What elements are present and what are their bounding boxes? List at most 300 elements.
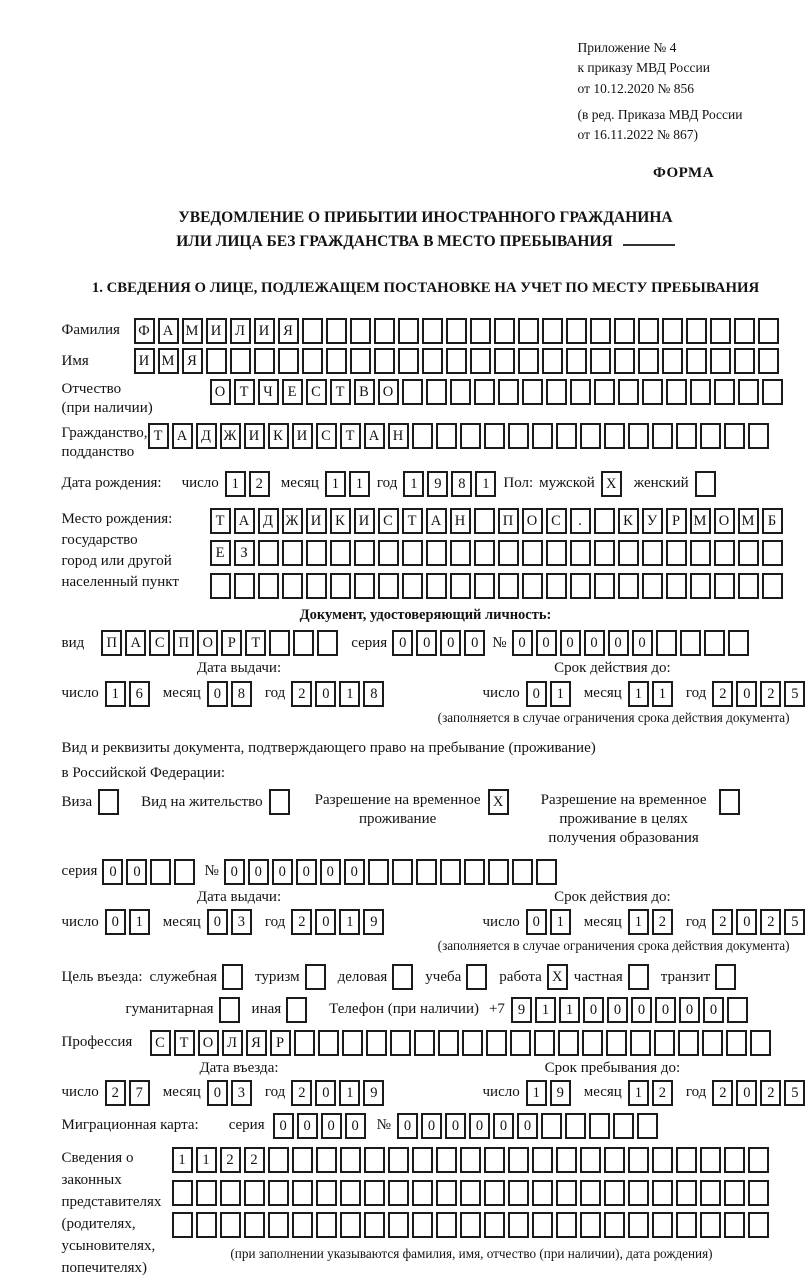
char-box[interactable] (590, 348, 611, 374)
char-box[interactable] (652, 1180, 673, 1206)
char-box[interactable] (546, 540, 567, 566)
char-box[interactable]: О (197, 630, 218, 656)
char-box[interactable] (364, 1180, 385, 1206)
char-box[interactable]: 0 (526, 909, 547, 935)
char-box[interactable]: 0 (632, 630, 653, 656)
char-box[interactable] (342, 1030, 363, 1056)
char-box[interactable] (532, 1212, 553, 1238)
char-box[interactable]: Р (270, 1030, 291, 1056)
char-box[interactable]: 2 (652, 909, 673, 935)
char-box[interactable] (508, 1212, 529, 1238)
char-box[interactable] (556, 1147, 577, 1173)
char-box[interactable] (302, 348, 323, 374)
char-box[interactable]: 0 (105, 909, 126, 935)
char-box[interactable]: А (172, 423, 193, 449)
char-box[interactable] (268, 1180, 289, 1206)
char-box[interactable]: П (498, 508, 519, 534)
char-box[interactable] (450, 540, 471, 566)
char-box[interactable]: 1 (105, 681, 126, 707)
char-box[interactable] (258, 573, 279, 599)
char-box[interactable] (317, 630, 338, 656)
char-box[interactable] (484, 1180, 505, 1206)
char-box[interactable] (470, 348, 491, 374)
char-box[interactable]: 9 (363, 909, 384, 935)
char-box[interactable] (460, 1180, 481, 1206)
purpose-other-checkbox[interactable] (286, 997, 307, 1023)
char-box[interactable]: 2 (105, 1080, 126, 1106)
char-box[interactable]: 1 (550, 909, 571, 935)
char-box[interactable] (220, 1180, 241, 1206)
char-box[interactable] (726, 1030, 747, 1056)
char-box[interactable] (412, 1180, 433, 1206)
char-box[interactable] (474, 540, 495, 566)
char-box[interactable]: 0 (736, 681, 757, 707)
char-box[interactable]: С (546, 508, 567, 534)
char-box[interactable] (542, 348, 563, 374)
char-box[interactable] (330, 540, 351, 566)
char-box[interactable]: 1 (526, 1080, 547, 1106)
char-box[interactable] (580, 423, 601, 449)
char-box[interactable]: И (244, 423, 265, 449)
char-box[interactable]: Т (148, 423, 169, 449)
char-box[interactable]: 2 (712, 681, 733, 707)
char-box[interactable] (532, 423, 553, 449)
char-box[interactable]: А (426, 508, 447, 534)
char-box[interactable] (666, 540, 687, 566)
char-box[interactable] (614, 348, 635, 374)
char-box[interactable] (436, 1180, 457, 1206)
char-box[interactable]: 0 (126, 859, 147, 885)
char-box[interactable] (700, 1147, 721, 1173)
char-box[interactable] (676, 1180, 697, 1206)
char-box[interactable]: 0 (526, 681, 547, 707)
char-box[interactable]: Я (246, 1030, 267, 1056)
char-box[interactable]: О (714, 508, 735, 534)
char-box[interactable]: И (206, 318, 227, 344)
char-box[interactable] (546, 379, 567, 405)
char-box[interactable] (368, 859, 389, 885)
char-box[interactable]: 0 (517, 1113, 538, 1139)
char-box[interactable] (293, 630, 314, 656)
char-box[interactable] (750, 1030, 771, 1056)
char-box[interactable] (700, 1212, 721, 1238)
char-box[interactable] (570, 379, 591, 405)
char-box[interactable]: Л (230, 318, 251, 344)
char-box[interactable]: 1 (339, 681, 360, 707)
purpose-transit-checkbox[interactable] (715, 964, 736, 990)
char-box[interactable] (282, 540, 303, 566)
char-box[interactable] (556, 423, 577, 449)
char-box[interactable]: 1 (339, 1080, 360, 1106)
char-box[interactable] (508, 423, 529, 449)
char-box[interactable] (532, 1180, 553, 1206)
char-box[interactable] (402, 573, 423, 599)
char-box[interactable] (541, 1113, 562, 1139)
char-box[interactable] (474, 508, 495, 534)
char-box[interactable] (150, 859, 171, 885)
char-box[interactable]: 1 (628, 909, 649, 935)
char-box[interactable] (652, 1147, 673, 1173)
char-box[interactable]: 0 (445, 1113, 466, 1139)
char-box[interactable] (234, 573, 255, 599)
char-box[interactable]: О (522, 508, 543, 534)
char-box[interactable] (460, 423, 481, 449)
char-box[interactable] (512, 859, 533, 885)
char-box[interactable] (388, 1180, 409, 1206)
char-box[interactable] (326, 318, 347, 344)
char-box[interactable]: 1 (129, 909, 150, 935)
char-box[interactable]: 9 (511, 997, 532, 1023)
char-box[interactable] (498, 573, 519, 599)
char-box[interactable] (402, 379, 423, 405)
char-box[interactable] (318, 1030, 339, 1056)
char-box[interactable] (196, 1212, 217, 1238)
char-box[interactable] (556, 1180, 577, 1206)
char-box[interactable] (546, 573, 567, 599)
char-box[interactable]: 0 (416, 630, 437, 656)
char-box[interactable] (462, 1030, 483, 1056)
char-box[interactable] (306, 540, 327, 566)
char-box[interactable]: Е (282, 379, 303, 405)
char-box[interactable] (613, 1113, 634, 1139)
char-box[interactable] (486, 1030, 507, 1056)
char-box[interactable] (604, 1147, 625, 1173)
char-box[interactable]: 0 (344, 859, 365, 885)
char-box[interactable]: 1 (535, 997, 556, 1023)
char-box[interactable] (762, 379, 783, 405)
char-box[interactable] (594, 508, 615, 534)
char-box[interactable] (532, 1147, 553, 1173)
char-box[interactable]: 2 (249, 471, 270, 497)
purpose-humanitarian-checkbox[interactable] (219, 997, 240, 1023)
char-box[interactable] (714, 573, 735, 599)
char-box[interactable]: 1 (196, 1147, 217, 1173)
char-box[interactable]: А (234, 508, 255, 534)
char-box[interactable] (604, 423, 625, 449)
char-box[interactable] (570, 540, 591, 566)
char-box[interactable] (724, 1212, 745, 1238)
char-box[interactable] (306, 573, 327, 599)
char-box[interactable]: 0 (273, 1113, 294, 1139)
char-box[interactable]: 0 (102, 859, 123, 885)
char-box[interactable]: 0 (736, 1080, 757, 1106)
char-box[interactable] (269, 630, 290, 656)
char-box[interactable]: 3 (231, 1080, 252, 1106)
char-box[interactable] (690, 379, 711, 405)
char-box[interactable] (724, 1147, 745, 1173)
char-box[interactable] (398, 348, 419, 374)
char-box[interactable] (676, 1147, 697, 1173)
char-box[interactable]: 9 (427, 471, 448, 497)
option-temp-residence-checkbox[interactable]: X (488, 789, 509, 815)
char-box[interactable]: 1 (559, 997, 580, 1023)
char-box[interactable]: Т (330, 379, 351, 405)
char-box[interactable] (734, 348, 755, 374)
char-box[interactable] (488, 859, 509, 885)
char-box[interactable]: 8 (231, 681, 252, 707)
char-box[interactable] (580, 1212, 601, 1238)
char-box[interactable]: Д (258, 508, 279, 534)
char-box[interactable] (566, 318, 587, 344)
char-box[interactable] (690, 540, 711, 566)
char-box[interactable] (738, 540, 759, 566)
char-box[interactable] (542, 318, 563, 344)
char-box[interactable]: С (149, 630, 170, 656)
char-box[interactable]: Б (762, 508, 783, 534)
char-box[interactable]: 0 (583, 997, 604, 1023)
purpose-official-checkbox[interactable] (222, 964, 243, 990)
char-box[interactable]: 1 (628, 1080, 649, 1106)
char-box[interactable]: 3 (231, 909, 252, 935)
char-box[interactable] (426, 379, 447, 405)
char-box[interactable]: 2 (760, 909, 781, 935)
char-box[interactable] (172, 1180, 193, 1206)
char-box[interactable] (440, 859, 461, 885)
char-box[interactable] (244, 1212, 265, 1238)
char-box[interactable] (508, 1147, 529, 1173)
char-box[interactable] (340, 1212, 361, 1238)
sex-male-checkbox[interactable]: X (601, 471, 622, 497)
char-box[interactable] (316, 1147, 337, 1173)
char-box[interactable] (618, 540, 639, 566)
char-box[interactable]: К (330, 508, 351, 534)
char-box[interactable] (534, 1030, 555, 1056)
char-box[interactable]: 0 (631, 997, 652, 1023)
char-box[interactable] (422, 318, 443, 344)
char-box[interactable]: 5 (784, 909, 805, 935)
char-box[interactable] (244, 1180, 265, 1206)
char-box[interactable] (724, 1180, 745, 1206)
char-box[interactable]: 0 (536, 630, 557, 656)
char-box[interactable]: И (134, 348, 155, 374)
char-box[interactable]: З (234, 540, 255, 566)
char-box[interactable] (416, 859, 437, 885)
char-box[interactable] (364, 1212, 385, 1238)
char-box[interactable]: 0 (224, 859, 245, 885)
char-box[interactable]: 9 (363, 1080, 384, 1106)
char-box[interactable] (580, 1180, 601, 1206)
char-box[interactable]: О (378, 379, 399, 405)
char-box[interactable] (292, 1147, 313, 1173)
char-box[interactable] (518, 348, 539, 374)
char-box[interactable]: Д (196, 423, 217, 449)
sex-female-checkbox[interactable] (695, 471, 716, 497)
char-box[interactable]: Ж (282, 508, 303, 534)
char-box[interactable] (738, 573, 759, 599)
char-box[interactable] (686, 348, 707, 374)
char-box[interactable] (278, 348, 299, 374)
char-box[interactable] (388, 1147, 409, 1173)
char-box[interactable] (606, 1030, 627, 1056)
char-box[interactable]: 8 (451, 471, 472, 497)
char-box[interactable] (748, 1147, 769, 1173)
char-box[interactable]: 2 (291, 909, 312, 935)
char-box[interactable] (628, 1180, 649, 1206)
char-box[interactable] (642, 379, 663, 405)
char-box[interactable]: Н (450, 508, 471, 534)
char-box[interactable] (570, 573, 591, 599)
char-box[interactable] (700, 423, 721, 449)
char-box[interactable]: 0 (464, 630, 485, 656)
char-box[interactable] (316, 1180, 337, 1206)
char-box[interactable]: Л (222, 1030, 243, 1056)
char-box[interactable]: 2 (244, 1147, 265, 1173)
char-box[interactable]: Е (210, 540, 231, 566)
char-box[interactable] (388, 1212, 409, 1238)
char-box[interactable] (638, 348, 659, 374)
char-box[interactable]: М (690, 508, 711, 534)
char-box[interactable] (638, 318, 659, 344)
char-box[interactable] (378, 573, 399, 599)
char-box[interactable] (412, 423, 433, 449)
char-box[interactable] (366, 1030, 387, 1056)
char-box[interactable]: 2 (712, 1080, 733, 1106)
char-box[interactable] (714, 379, 735, 405)
char-box[interactable] (374, 318, 395, 344)
char-box[interactable]: 1 (652, 681, 673, 707)
char-box[interactable]: 2 (291, 1080, 312, 1106)
char-box[interactable] (582, 1030, 603, 1056)
char-box[interactable]: О (210, 379, 231, 405)
char-box[interactable]: Т (245, 630, 266, 656)
char-box[interactable]: 1 (550, 681, 571, 707)
char-box[interactable] (474, 379, 495, 405)
char-box[interactable]: С (150, 1030, 171, 1056)
char-box[interactable]: О (198, 1030, 219, 1056)
char-box[interactable] (436, 423, 457, 449)
char-box[interactable]: 0 (296, 859, 317, 885)
char-box[interactable] (628, 423, 649, 449)
char-box[interactable] (438, 1030, 459, 1056)
char-box[interactable] (174, 859, 195, 885)
char-box[interactable]: 0 (469, 1113, 490, 1139)
char-box[interactable]: С (316, 423, 337, 449)
char-box[interactable] (172, 1212, 193, 1238)
char-box[interactable] (680, 630, 701, 656)
char-box[interactable] (460, 1147, 481, 1173)
char-box[interactable] (354, 573, 375, 599)
char-box[interactable] (426, 540, 447, 566)
char-box[interactable] (662, 318, 683, 344)
char-box[interactable] (484, 423, 505, 449)
char-box[interactable] (702, 1030, 723, 1056)
char-box[interactable] (618, 573, 639, 599)
char-box[interactable]: М (158, 348, 179, 374)
char-box[interactable] (350, 318, 371, 344)
char-box[interactable] (590, 318, 611, 344)
char-box[interactable] (354, 540, 375, 566)
char-box[interactable] (426, 573, 447, 599)
char-box[interactable] (282, 573, 303, 599)
char-box[interactable] (494, 318, 515, 344)
char-box[interactable]: 5 (784, 681, 805, 707)
char-box[interactable]: 0 (736, 909, 757, 935)
char-box[interactable] (508, 1180, 529, 1206)
char-box[interactable] (330, 573, 351, 599)
purpose-study-checkbox[interactable] (466, 964, 487, 990)
char-box[interactable] (710, 348, 731, 374)
char-box[interactable]: Н (388, 423, 409, 449)
char-box[interactable] (614, 318, 635, 344)
char-box[interactable] (436, 1147, 457, 1173)
char-box[interactable]: 0 (248, 859, 269, 885)
char-box[interactable] (666, 573, 687, 599)
char-box[interactable]: 0 (345, 1113, 366, 1139)
char-box[interactable]: А (158, 318, 179, 344)
char-box[interactable]: 0 (392, 630, 413, 656)
char-box[interactable] (652, 1212, 673, 1238)
char-box[interactable]: Я (182, 348, 203, 374)
char-box[interactable] (642, 573, 663, 599)
char-box[interactable]: 0 (584, 630, 605, 656)
char-box[interactable] (594, 573, 615, 599)
char-box[interactable] (364, 1147, 385, 1173)
char-box[interactable]: 0 (207, 909, 228, 935)
char-box[interactable]: 1 (172, 1147, 193, 1173)
char-box[interactable]: И (354, 508, 375, 534)
char-box[interactable]: 0 (440, 630, 461, 656)
char-box[interactable] (594, 540, 615, 566)
char-box[interactable] (536, 859, 557, 885)
char-box[interactable]: И (292, 423, 313, 449)
char-box[interactable] (734, 318, 755, 344)
char-box[interactable] (728, 630, 749, 656)
char-box[interactable]: Т (210, 508, 231, 534)
char-box[interactable] (690, 573, 711, 599)
char-box[interactable] (292, 1212, 313, 1238)
char-box[interactable]: 2 (712, 909, 733, 935)
char-box[interactable]: У (642, 508, 663, 534)
option-visa-checkbox[interactable] (98, 789, 119, 815)
char-box[interactable] (374, 348, 395, 374)
char-box[interactable] (762, 573, 783, 599)
char-box[interactable] (748, 1212, 769, 1238)
char-box[interactable]: Т (174, 1030, 195, 1056)
char-box[interactable]: С (306, 379, 327, 405)
char-box[interactable]: 5 (784, 1080, 805, 1106)
char-box[interactable] (748, 423, 769, 449)
char-box[interactable] (498, 379, 519, 405)
char-box[interactable] (402, 540, 423, 566)
char-box[interactable] (630, 1030, 651, 1056)
char-box[interactable]: Р (221, 630, 242, 656)
char-box[interactable]: 0 (397, 1113, 418, 1139)
char-box[interactable]: . (570, 508, 591, 534)
char-box[interactable]: 0 (315, 909, 336, 935)
char-box[interactable] (484, 1212, 505, 1238)
char-box[interactable]: 1 (628, 681, 649, 707)
char-box[interactable] (518, 318, 539, 344)
char-box[interactable]: 0 (607, 997, 628, 1023)
char-box[interactable]: И (254, 318, 275, 344)
char-box[interactable]: 0 (679, 997, 700, 1023)
char-box[interactable] (556, 1212, 577, 1238)
char-box[interactable] (258, 540, 279, 566)
char-box[interactable] (618, 379, 639, 405)
char-box[interactable] (390, 1030, 411, 1056)
char-box[interactable] (206, 348, 227, 374)
char-box[interactable]: Ч (258, 379, 279, 405)
char-box[interactable]: Т (234, 379, 255, 405)
char-box[interactable] (268, 1212, 289, 1238)
char-box[interactable] (710, 318, 731, 344)
char-box[interactable] (652, 423, 673, 449)
char-box[interactable] (302, 318, 323, 344)
char-box[interactable]: Т (402, 508, 423, 534)
char-box[interactable] (656, 630, 677, 656)
char-box[interactable] (292, 1180, 313, 1206)
char-box[interactable] (340, 1180, 361, 1206)
